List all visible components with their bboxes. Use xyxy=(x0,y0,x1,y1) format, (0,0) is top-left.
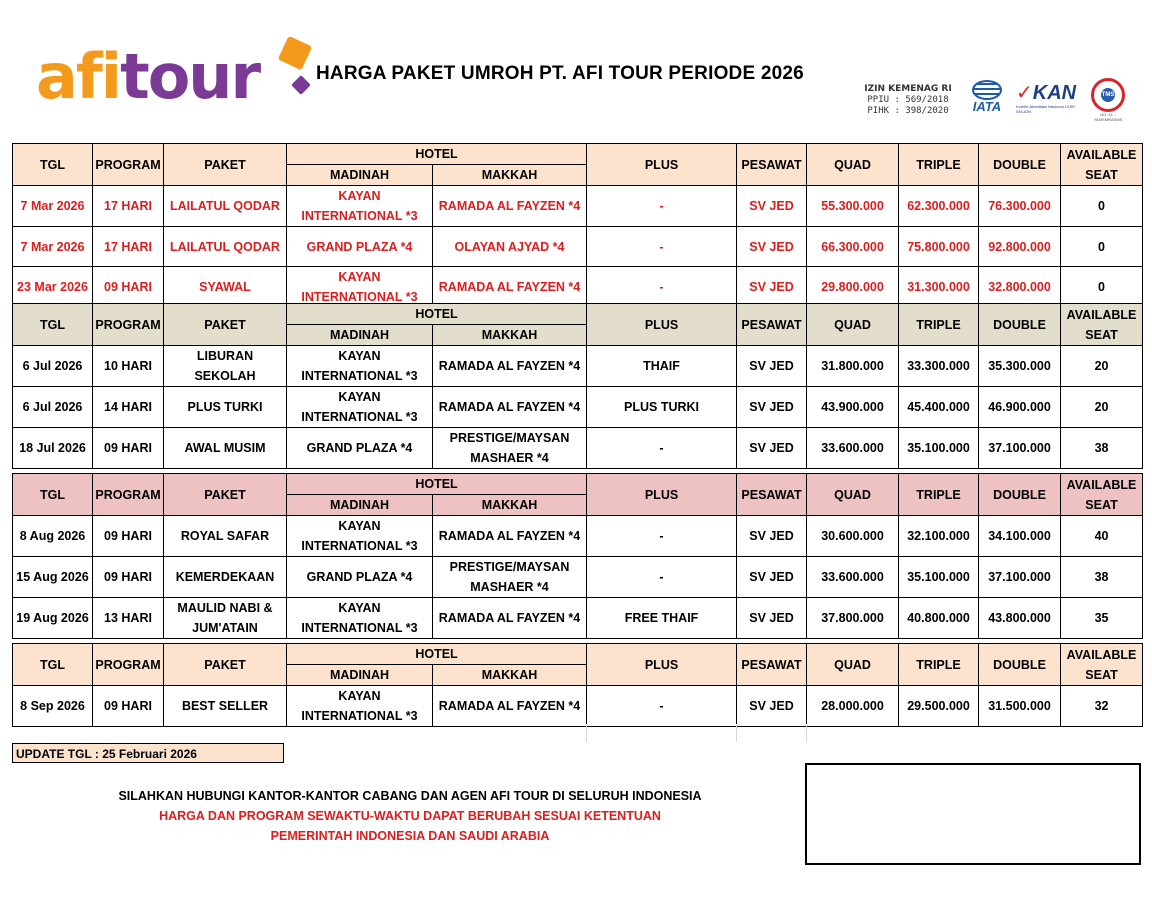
cell-triple: 33.300.000 xyxy=(899,346,979,387)
cell-madinah: GRAND PLAZA *4 xyxy=(287,428,433,469)
cell-pesawat: SV JED xyxy=(737,598,807,639)
header-double: DOUBLE xyxy=(979,644,1061,686)
cell-program: 17 HARI xyxy=(93,186,164,227)
cell-madinah: KAYAN INTERNATIONAL *3 xyxy=(287,516,433,557)
cell-makkah: RAMADA AL FAYZEN *4 xyxy=(433,186,587,227)
cell-double: 46.900.000 xyxy=(979,387,1061,428)
table-row xyxy=(13,598,1143,639)
cell-pesawat: SV JED xyxy=(737,686,807,727)
cell-seat: 32 xyxy=(1061,686,1143,727)
iata-logo xyxy=(963,80,1011,116)
cell-makkah: RAMADA AL FAYZEN *4 xyxy=(433,686,587,727)
cell-quad: 33.600.000 xyxy=(807,557,899,598)
header-plus: PLUS xyxy=(587,474,737,516)
header-triple: TRIPLE xyxy=(899,644,979,686)
cell-plus: - xyxy=(587,428,737,469)
table-row xyxy=(13,516,1143,557)
license-line: IZIN KEMENAG RI xyxy=(864,84,952,94)
header-pesawat: PESAWAT xyxy=(737,474,807,516)
cell-program: 14 HARI xyxy=(93,387,164,428)
cell-paket: LAILATUL QODAR xyxy=(164,227,287,267)
cell-pesawat: SV JED xyxy=(737,186,807,227)
cell-plus: - xyxy=(587,267,737,308)
cell-double: 37.100.000 xyxy=(979,428,1061,469)
footer-notes xyxy=(100,786,720,846)
cell-quad: 29.800.000 xyxy=(807,267,899,308)
cell-triple: 29.500.000 xyxy=(899,686,979,727)
cell-seat: 35 xyxy=(1061,598,1143,639)
header-makkah: MAKKAH xyxy=(433,165,587,186)
stamp-box xyxy=(805,763,1141,865)
cell-double: 32.800.000 xyxy=(979,267,1061,308)
cell-madinah: GRAND PLAZA *4 xyxy=(287,557,433,598)
cell-tgl: 19 Aug 2026 xyxy=(13,598,93,639)
license-line: PIHK : 398/2020 xyxy=(867,106,949,116)
table-row xyxy=(13,227,1143,267)
cell-plus: - xyxy=(587,557,737,598)
cell-tgl: 7 Mar 2026 xyxy=(13,186,93,227)
cell-tgl: 7 Mar 2026 xyxy=(13,227,93,267)
cell-program: 09 HARI xyxy=(93,428,164,469)
cell-double: 34.100.000 xyxy=(979,516,1061,557)
header-double: DOUBLE xyxy=(979,144,1061,186)
header-hotel: HOTEL xyxy=(287,644,587,665)
cell-program: 09 HARI xyxy=(93,516,164,557)
cell-madinah: KAYAN INTERNATIONAL *3 xyxy=(287,686,433,727)
cell-pesawat: SV JED xyxy=(737,516,807,557)
header-paket: PAKET xyxy=(164,144,287,186)
cell-tgl: 8 Aug 2026 xyxy=(13,516,93,557)
tms-certification-logo xyxy=(1088,78,1128,122)
header-hotel: HOTEL xyxy=(287,474,587,495)
cell-double: 35.300.000 xyxy=(979,346,1061,387)
kan-mark: ✓KAN xyxy=(1016,82,1077,104)
header-makkah: MAKKAH xyxy=(433,495,587,516)
cell-seat: 0 xyxy=(1061,186,1143,227)
tms-seal-icon xyxy=(1091,78,1125,112)
cell-madinah: KAYAN INTERNATIONAL *3 xyxy=(287,598,433,639)
header-madinah: MADINAH xyxy=(287,165,433,186)
cell-plus: - xyxy=(587,686,737,727)
cell-paket: AWAL MUSIM xyxy=(164,428,287,469)
cell-quad: 31.800.000 xyxy=(807,346,899,387)
cell-paket: BEST SELLER xyxy=(164,686,287,727)
header-quad: QUAD xyxy=(807,644,899,686)
header-quad: QUAD xyxy=(807,474,899,516)
header-hotel: HOTEL xyxy=(287,144,587,165)
header-quad: QUAD xyxy=(807,304,899,346)
cell-triple: 40.800.000 xyxy=(899,598,979,639)
cell-makkah: PRESTIGE/MAYSAN MASHAER *4 xyxy=(433,428,587,469)
header-plus: PLUS xyxy=(587,644,737,686)
header-plus: PLUS xyxy=(587,304,737,346)
table-row xyxy=(13,387,1143,428)
header-tgl: TGL xyxy=(13,144,93,186)
cell-paket: KEMERDEKAAN xyxy=(164,557,287,598)
gridline xyxy=(586,724,587,742)
cell-madinah: KAYAN INTERNATIONAL *3 xyxy=(287,387,433,428)
kan-subtitle: Komite Akreditasi Nasional LSSP-045-IDN xyxy=(1016,104,1077,114)
cell-makkah: RAMADA AL FAYZEN *4 xyxy=(433,516,587,557)
cell-triple: 35.100.000 xyxy=(899,428,979,469)
header-madinah: MADINAH xyxy=(287,325,433,346)
package-table xyxy=(12,643,1143,727)
header-double: DOUBLE xyxy=(979,474,1061,516)
cell-plus: PLUS TURKI xyxy=(587,387,737,428)
header-triple: TRIPLE xyxy=(899,474,979,516)
cell-quad: 43.900.000 xyxy=(807,387,899,428)
header-tgl: TGL xyxy=(13,644,93,686)
cell-makkah: RAMADA AL FAYZEN *4 xyxy=(433,598,587,639)
update-date: UPDATE TGL : 25 Februari 2026 xyxy=(12,743,284,763)
iata-globe-icon xyxy=(972,80,1002,100)
cell-paket: LIBURAN SEKOLAH xyxy=(164,346,287,387)
table-row xyxy=(13,186,1143,227)
cell-double: 31.500.000 xyxy=(979,686,1061,727)
cell-plus: THAIF xyxy=(587,346,737,387)
header-quad: QUAD xyxy=(807,144,899,186)
cell-paket: PLUS TURKI xyxy=(164,387,287,428)
header-paket: PAKET xyxy=(164,304,287,346)
header-tgl: TGL xyxy=(13,474,93,516)
header-madinah: MADINAH xyxy=(287,665,433,686)
cell-paket: SYAWAL xyxy=(164,267,287,308)
cell-seat: 38 xyxy=(1061,557,1143,598)
cell-tgl: 8 Sep 2026 xyxy=(13,686,93,727)
cell-makkah: RAMADA AL FAYZEN *4 xyxy=(433,267,587,308)
cell-quad: 28.000.000 xyxy=(807,686,899,727)
header-pesawat: PESAWAT xyxy=(737,644,807,686)
header-makkah: MAKKAH xyxy=(433,325,587,346)
table-row xyxy=(13,686,1143,727)
kan-logo xyxy=(1016,82,1082,116)
cell-madinah: KAYAN INTERNATIONAL *3 xyxy=(287,186,433,227)
header-double: DOUBLE xyxy=(979,304,1061,346)
cell-program: 10 HARI xyxy=(93,346,164,387)
header-available-seat: AVAILABLE SEAT xyxy=(1061,144,1143,186)
cell-madinah: KAYAN INTERNATIONAL *3 xyxy=(287,346,433,387)
cell-triple: 35.100.000 xyxy=(899,557,979,598)
cell-makkah: RAMADA AL FAYZEN *4 xyxy=(433,346,587,387)
cell-pesawat: SV JED xyxy=(737,387,807,428)
header-plus: PLUS xyxy=(587,144,737,186)
cell-seat: 40 xyxy=(1061,516,1143,557)
cell-paket: LAILATUL QODAR xyxy=(164,186,287,227)
cell-program: 09 HARI xyxy=(93,686,164,727)
cell-pesawat: SV JED xyxy=(737,428,807,469)
gridline xyxy=(736,724,737,742)
table-header-row xyxy=(13,474,1143,495)
logo-diamond-icon xyxy=(278,36,313,71)
header-program: PROGRAM xyxy=(93,144,164,186)
logo-wordmark: afitour xyxy=(36,40,260,113)
cell-quad: 55.300.000 xyxy=(807,186,899,227)
tms-subtitle: NO. KL - YAMSMRASMS xyxy=(1093,112,1123,122)
cell-madinah: KAYAN INTERNATIONAL *3 xyxy=(287,267,433,308)
cell-pesawat: SV JED xyxy=(737,346,807,387)
cell-double: 43.800.000 xyxy=(979,598,1061,639)
cell-tgl: 6 Jul 2026 xyxy=(13,346,93,387)
cell-tgl: 23 Mar 2026 xyxy=(13,267,93,308)
cell-double: 76.300.000 xyxy=(979,186,1061,227)
cell-madinah: GRAND PLAZA *4 xyxy=(287,227,433,267)
header-pesawat: PESAWAT xyxy=(737,144,807,186)
header-available-seat: AVAILABLE SEAT xyxy=(1061,304,1143,346)
package-table xyxy=(12,303,1143,469)
table-header-row xyxy=(13,144,1143,165)
header-pesawat: PESAWAT xyxy=(737,304,807,346)
disclaimer-note: HARGA DAN PROGRAM SEWAKTU-WAKTU DAPAT BERUBAH SESUAI KETENTUAN xyxy=(159,809,661,823)
cell-pesawat: SV JED xyxy=(737,557,807,598)
header-program: PROGRAM xyxy=(93,644,164,686)
table-header-row xyxy=(13,644,1143,665)
cell-plus: FREE THAIF xyxy=(587,598,737,639)
iata-label: IATA xyxy=(972,99,1002,114)
cell-triple: 45.400.000 xyxy=(899,387,979,428)
cell-seat: 38 xyxy=(1061,428,1143,469)
license-info xyxy=(860,84,956,117)
page-title: HARGA PAKET UMROH PT. AFI TOUR PERIODE 2026 xyxy=(316,63,804,84)
tms-label: TMS xyxy=(1101,88,1115,102)
cell-pesawat: SV JED xyxy=(737,267,807,308)
package-table xyxy=(12,143,1143,308)
header-makkah: MAKKAH xyxy=(433,665,587,686)
cell-triple: 31.300.000 xyxy=(899,267,979,308)
cell-tgl: 6 Jul 2026 xyxy=(13,387,93,428)
package-table xyxy=(12,473,1143,639)
header-triple: TRIPLE xyxy=(899,304,979,346)
cell-paket: MAULID NABI & JUM'ATAIN xyxy=(164,598,287,639)
table-row xyxy=(13,428,1143,469)
cell-makkah: OLAYAN AJYAD *4 xyxy=(433,227,587,267)
logo-small-diamond-icon xyxy=(291,75,311,95)
cell-program: 13 HARI xyxy=(93,598,164,639)
cell-seat: 0 xyxy=(1061,227,1143,267)
cell-program: 17 HARI xyxy=(93,227,164,267)
header-madinah: MADINAH xyxy=(287,495,433,516)
cell-seat: 0 xyxy=(1061,267,1143,308)
cell-triple: 75.800.000 xyxy=(899,227,979,267)
cell-quad: 66.300.000 xyxy=(807,227,899,267)
cell-tgl: 18 Jul 2026 xyxy=(13,428,93,469)
table-row xyxy=(13,557,1143,598)
table-row xyxy=(13,267,1143,308)
cell-double: 37.100.000 xyxy=(979,557,1061,598)
cell-makkah: RAMADA AL FAYZEN *4 xyxy=(433,387,587,428)
cell-triple: 32.100.000 xyxy=(899,516,979,557)
cell-program: 09 HARI xyxy=(93,557,164,598)
header-available-seat: AVAILABLE SEAT xyxy=(1061,474,1143,516)
table-header-row xyxy=(13,304,1143,325)
cell-makkah: PRESTIGE/MAYSAN MASHAER *4 xyxy=(433,557,587,598)
header-paket: PAKET xyxy=(164,474,287,516)
header-paket: PAKET xyxy=(164,644,287,686)
header-program: PROGRAM xyxy=(93,474,164,516)
header-available-seat: AVAILABLE SEAT xyxy=(1061,644,1143,686)
table-row xyxy=(13,346,1143,387)
afi-tour-logo xyxy=(36,36,298,118)
header-program: PROGRAM xyxy=(93,304,164,346)
cell-tgl: 15 Aug 2026 xyxy=(13,557,93,598)
cell-double: 92.800.000 xyxy=(979,227,1061,267)
disclaimer-note: PEMERINTAH INDONESIA DAN SAUDI ARABIA xyxy=(270,829,550,843)
cell-quad: 37.800.000 xyxy=(807,598,899,639)
cell-triple: 62.300.000 xyxy=(899,186,979,227)
cell-pesawat: SV JED xyxy=(737,227,807,267)
cell-plus: - xyxy=(587,227,737,267)
header-triple: TRIPLE xyxy=(899,144,979,186)
cell-paket: ROYAL SAFAR xyxy=(164,516,287,557)
header-hotel: HOTEL xyxy=(287,304,587,325)
cell-quad: 30.600.000 xyxy=(807,516,899,557)
license-line: PPIU : 569/2018 xyxy=(867,95,949,105)
gridline xyxy=(806,724,807,742)
cell-plus: - xyxy=(587,186,737,227)
contact-note: SILAHKAN HUBUNGI KANTOR-KANTOR CABANG DAN AGEN AFI TOUR DI SELURUH INDONESIA xyxy=(118,789,702,803)
header-tgl: TGL xyxy=(13,304,93,346)
cell-seat: 20 xyxy=(1061,387,1143,428)
cell-program: 09 HARI xyxy=(93,267,164,308)
cell-plus: - xyxy=(587,516,737,557)
cell-quad: 33.600.000 xyxy=(807,428,899,469)
cell-seat: 20 xyxy=(1061,346,1143,387)
